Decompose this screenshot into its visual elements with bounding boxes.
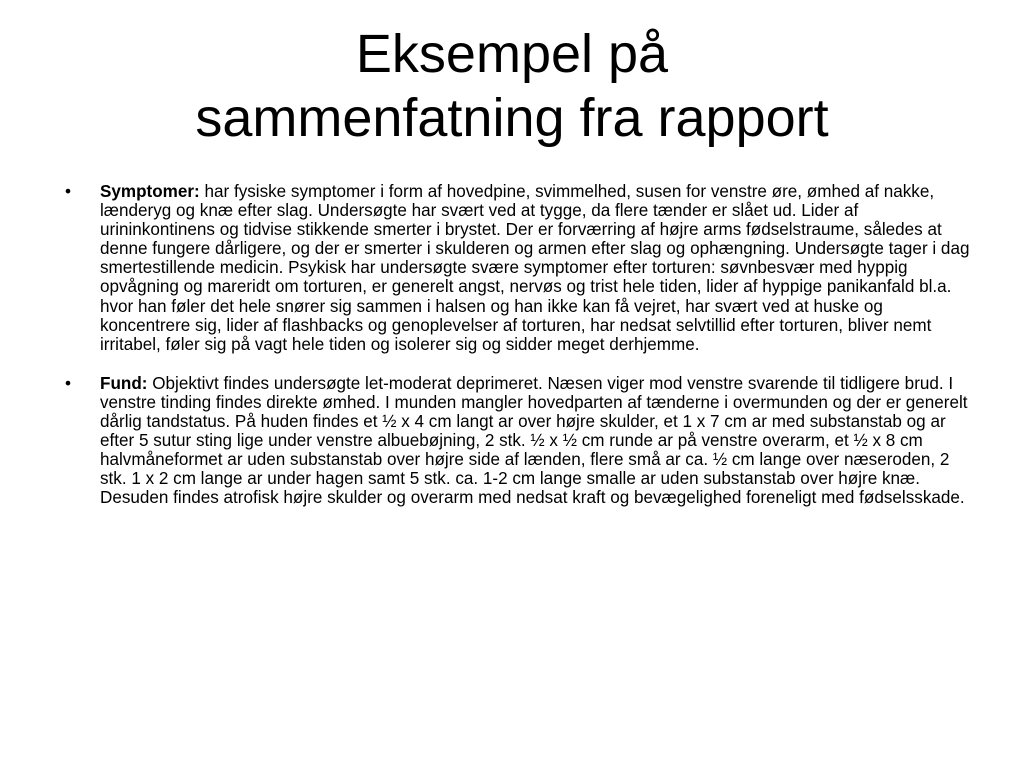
slide-title-line-1: Eksempel på bbox=[355, 24, 669, 84]
slide-title-line-2: sammenfatning fra rapport bbox=[195, 88, 829, 148]
bullet-icon: • bbox=[65, 373, 71, 393]
bullet-icon: • bbox=[65, 182, 71, 201]
bullet-text: Objektivt findes undersøgte let-moderat deprimeret. Næsen viger mod venstre svarende til tidligere brud. I venstre tinding findes direkte ømhed. I munden mangler hovedparten af tænderne i overmunden og der er generelt dårlig tandstatus. På huden findes et ½ x 4 cm langt ar over højre skulder, et 1 x 7 cm ar med substanstab og ar efter 5 sutur sting lige under venstre albuebøjning, 2 stk. ½ x ½ cm runde ar på venstre overarm, et ½ x 8 cm halvmåneformet ar uden substanstab over højre side af lænden, flere små ar ca. ½ cm lange over næseroden, 2 stk. 1 x 2 cm lange ar under hagen samt 5 stk. ca. 1-2 cm lange smalle ar uden substanstab over højre knæ. Desuden findes atrofisk højre skulder og overarm med nedsat kraft og bevægelighed foreneligt med fødselsskade. bbox=[100, 373, 968, 508]
bullet-heading: Fund: bbox=[100, 373, 148, 393]
bullet-list bbox=[58, 182, 970, 528]
bullet-text: har fysiske symptomer i form af hovedpine, svimmelhed, susen for venstre øre, ømhed af nakke, lænderyg og knæ efter slag. Undersøgte har svært ved at tygge, da flere tænder er slået ud. Lider af urininkontinens og tidvise stikkende smerter i brystet. Der er forværring af højre arms fødselstraume, således at denne fungere dårligere, og der er smerter i skulderen og armen efter slag og ophængning. Undersøgte tager i dag smertestillende medicin. Psykisk har undersøgte svære symptomer efter torturen: søvnbesvær med hyppig opvågning og mareridt om torturen, er generelt angst, nervøs og trist hele tiden, lider af hyppige panikanfald bl.a. hvor han føler det hele snører sig sammen i halsen og han ikke kan få vejret, har svært ved at huske og koncentrere sig, lider af flashbacks og genoplevelser af torturen, har nedsat selvtillid efter torturen, bliver nemt irritabel, føler sig på vagt hele tiden og isolerer sig og sidder meget derhjemme. bbox=[100, 182, 970, 354]
slide-title bbox=[0, 22, 1024, 150]
bullet-item-symptomer bbox=[58, 182, 970, 354]
bullet-item-fund bbox=[58, 374, 970, 508]
bullet-heading: Symptomer: bbox=[100, 182, 200, 201]
